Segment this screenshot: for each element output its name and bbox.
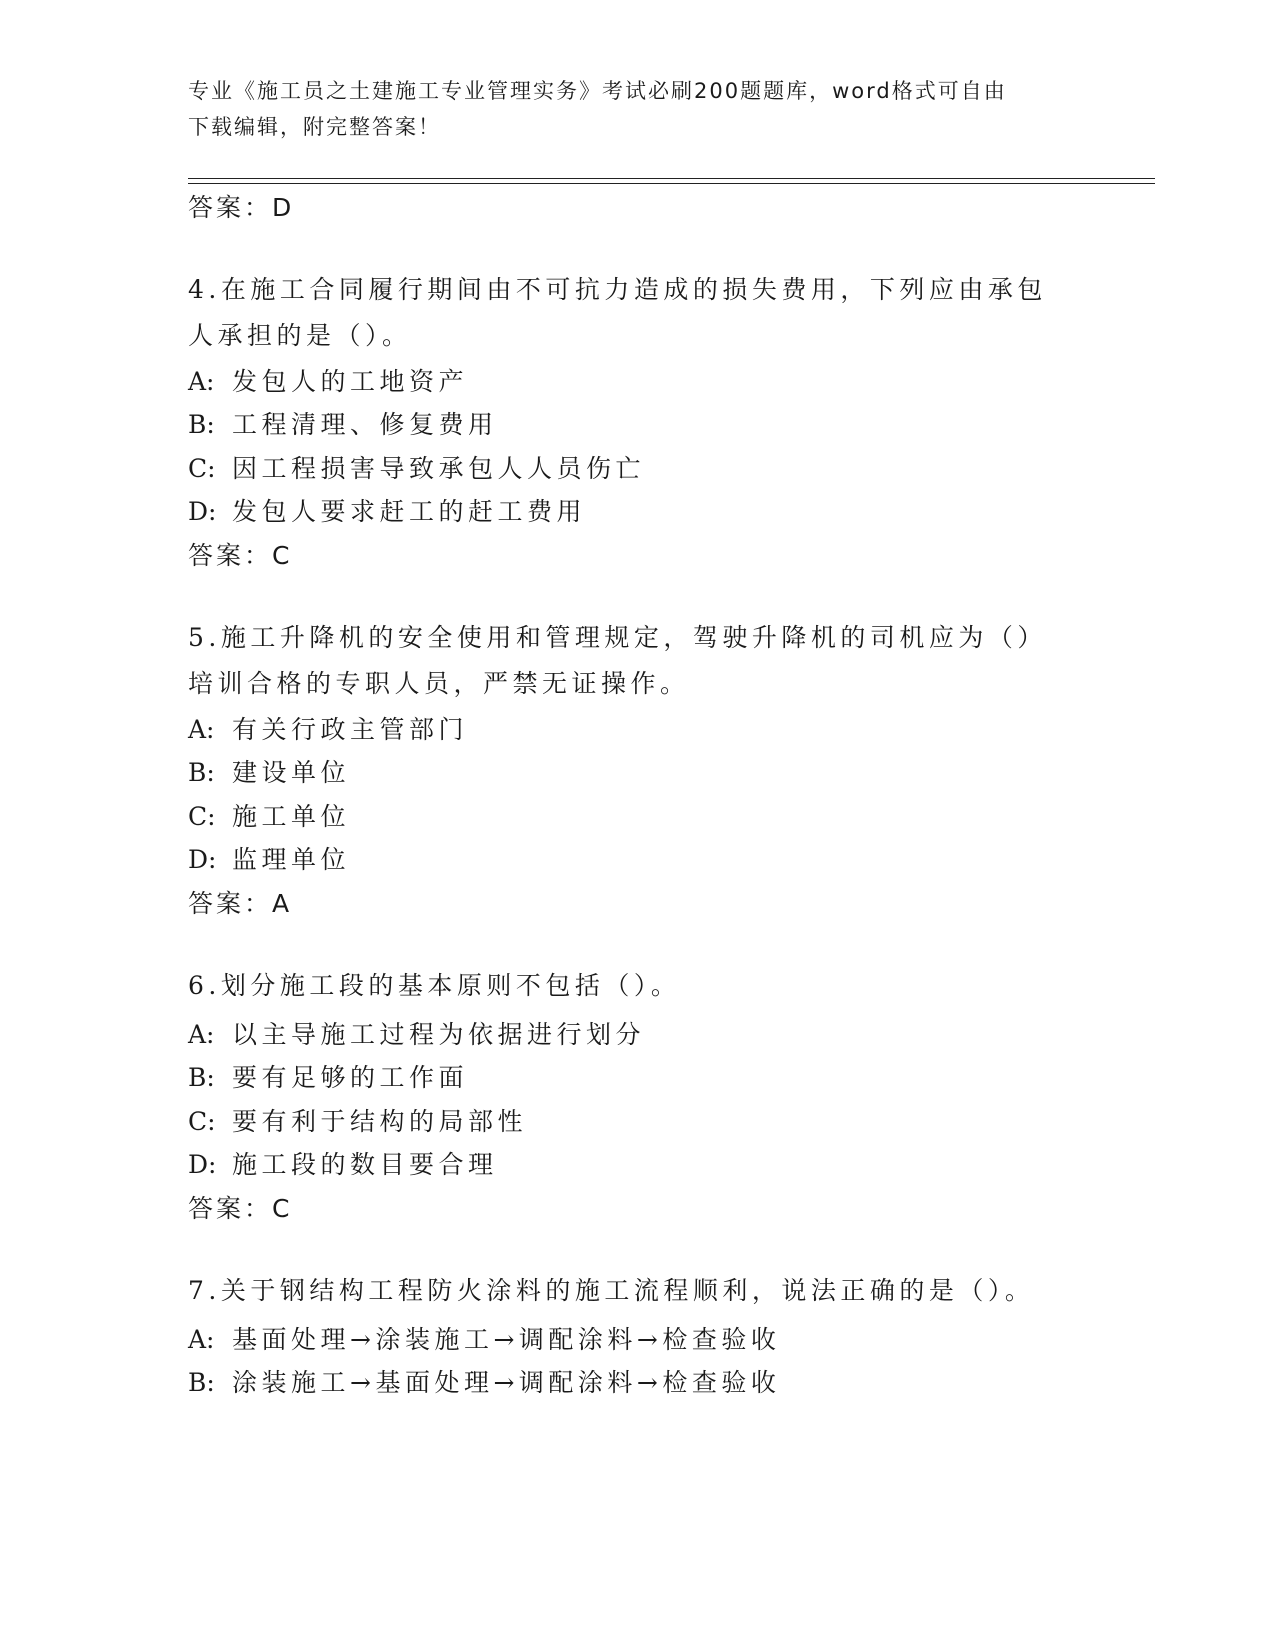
option-text: 基面处理→涂装施工→调配涂料→检查验收 — [232, 1325, 781, 1354]
question-6-stem: 6.划分施工段的基本原则不包括（）。 — [188, 971, 681, 1000]
option-key: A: — [188, 715, 215, 744]
option-text: 工程清理、修复费用 — [232, 410, 498, 439]
option-text: 要有利于结构的局部性 — [232, 1107, 528, 1136]
option-key: C: — [188, 802, 216, 831]
question-5-option-b — [188, 753, 350, 789]
option-key: C: — [188, 1107, 216, 1136]
option-text: 要有足够的工作面 — [232, 1063, 469, 1092]
option-key: C: — [188, 454, 216, 483]
header-line-1: 专业《施工员之土建施工专业管理实务》考试必刷200题题库，word格式可自由 — [188, 79, 1007, 103]
question-6-option-b — [188, 1058, 468, 1094]
option-key: A: — [188, 1020, 215, 1049]
option-text: 监理单位 — [232, 845, 351, 874]
question-4-option-d — [188, 492, 586, 528]
option-key: A: — [188, 1325, 215, 1354]
question-5-stem: 5.施工升降机的安全使用和管理规定，驾驶升降机的司机应为（）培训合格的专职人员，严禁无证操作。 — [188, 623, 1047, 698]
header-divider-top — [188, 178, 1155, 179]
question-5-option-a — [188, 710, 468, 746]
question-6-option-d — [188, 1145, 498, 1181]
option-key: D: — [188, 497, 217, 526]
question-4-option-a — [188, 362, 468, 398]
option-key: D: — [188, 1150, 217, 1179]
option-text: 施工段的数目要合理 — [232, 1150, 498, 1179]
header-line-2: 下载编辑，附完整答案！ — [188, 115, 441, 139]
question-7-stem: 7.关于钢结构工程防火涂料的施工流程顺利，说法正确的是（）。 — [188, 1276, 1035, 1305]
option-text: 建设单位 — [232, 758, 351, 787]
question-6-option-a — [188, 1015, 645, 1051]
question-5-option-c — [188, 797, 350, 833]
option-key: B: — [188, 1063, 215, 1092]
option-key: B: — [188, 1368, 215, 1397]
question-5-option-d — [188, 840, 350, 876]
document-header — [188, 73, 1088, 145]
option-text: 发包人的工地资产 — [232, 367, 469, 396]
option-text: 施工单位 — [232, 802, 351, 831]
header-divider-bottom — [188, 183, 1155, 184]
question-4-answer: 答案：C — [188, 541, 293, 570]
option-key: D: — [188, 845, 217, 874]
question-7-option-a — [188, 1320, 780, 1356]
question-5-answer: 答案：A — [188, 889, 293, 918]
option-key: B: — [188, 758, 215, 787]
option-text: 以主导施工过程为依据进行划分 — [232, 1020, 646, 1049]
question-6-answer: 答案：C — [188, 1194, 293, 1223]
option-text: 有关行政主管部门 — [232, 715, 469, 744]
option-text: 涂装施工→基面处理→调配涂料→检查验收 — [232, 1368, 781, 1397]
question-4-option-c — [188, 449, 645, 485]
option-key: A: — [188, 367, 215, 396]
answer-prev: 答案：D — [188, 193, 295, 222]
question-4-option-b — [188, 405, 498, 441]
option-key: B: — [188, 410, 215, 439]
option-text: 发包人要求赶工的赶工费用 — [232, 497, 587, 526]
option-text: 因工程损害导致承包人人员伤亡 — [232, 454, 646, 483]
question-6-option-c — [188, 1102, 527, 1138]
question-7-option-b — [188, 1363, 780, 1399]
question-4-stem: 4.在施工合同履行期间由不可抗力造成的损失费用，下列应由承包人承担的是（）。 — [188, 275, 1047, 350]
